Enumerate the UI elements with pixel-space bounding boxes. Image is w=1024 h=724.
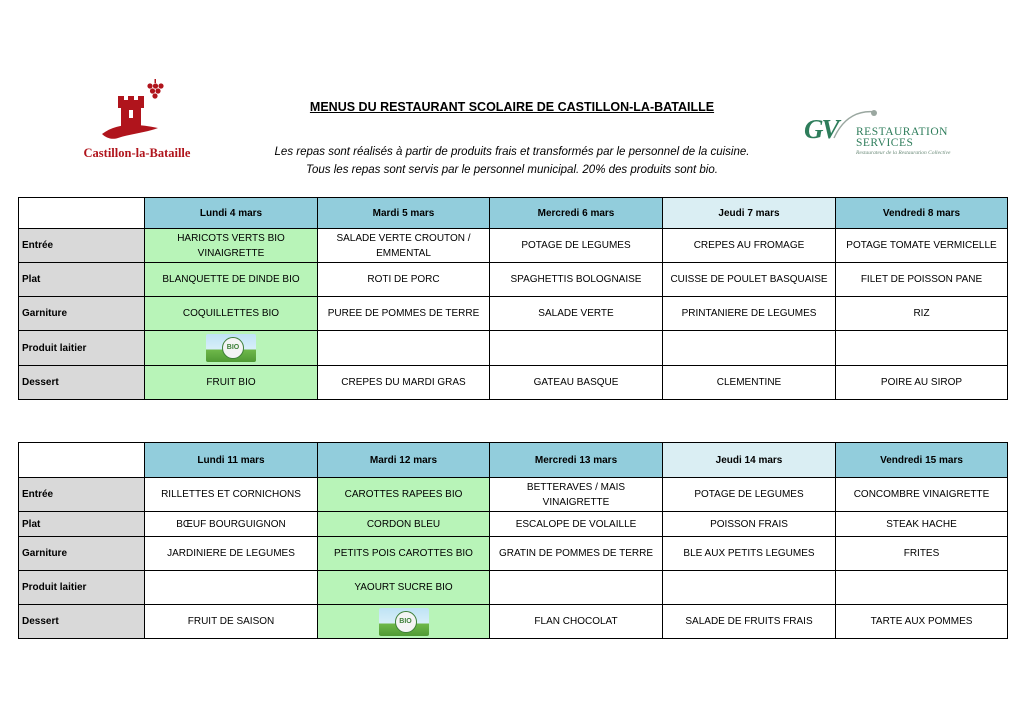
table-corner	[19, 443, 145, 478]
menu-cell: PETITS POIS CAROTTES BIO	[318, 537, 490, 571]
table-header-row	[19, 198, 1008, 229]
menu-cell: BLANQUETTE DE DINDE BIO	[145, 263, 318, 297]
gv-line-1: RESTAURATION	[856, 126, 948, 138]
menu-cell: PUREE DE POMMES DE TERRE	[318, 297, 490, 331]
town-name: Castillon-la-Bataille	[83, 146, 191, 160]
row-label: Produit laitier	[19, 331, 145, 366]
menu-cell: BLE AUX PETITS LEGUMES	[663, 537, 836, 571]
menu-cell: SPAGHETTIS BOLOGNAISE	[490, 263, 663, 297]
menu-cell	[490, 571, 663, 605]
menu-cell: TARTE AUX POMMES	[836, 605, 1008, 639]
gv-line-2: SERVICES	[856, 137, 914, 149]
menu-cell	[663, 571, 836, 605]
menu-cell: POTAGE TOMATE VERMICELLE	[836, 229, 1008, 263]
table-row	[19, 571, 1008, 605]
menu-cell	[836, 331, 1008, 366]
menu-cell: POISSON FRAIS	[663, 512, 836, 537]
table-row	[19, 478, 1008, 512]
bio-label-icon	[379, 608, 429, 636]
table-row	[19, 512, 1008, 537]
menu-cell: CAROTTES RAPEES BIO	[318, 478, 490, 512]
menu-cell: ESCALOPE DE VOLAILLE	[490, 512, 663, 537]
bio-cell	[145, 331, 318, 366]
table-row	[19, 297, 1008, 331]
menu-cell: CREPES AU FROMAGE	[663, 229, 836, 263]
day-header: Jeudi 14 mars	[663, 443, 836, 478]
menu-cell: FRUIT DE SAISON	[145, 605, 318, 639]
gv-tagline: Restaurateur de la Restauration Collective	[856, 150, 951, 156]
day-header: Mercredi 13 mars	[490, 443, 663, 478]
bio-seal: BIO	[222, 337, 244, 359]
day-header: Mardi 5 mars	[318, 198, 490, 229]
menu-cell	[663, 331, 836, 366]
menu-cell: FILET DE POISSON PANE	[836, 263, 1008, 297]
row-label: Entrée	[19, 478, 145, 512]
menu-cell	[145, 571, 318, 605]
menu-cell: CUISSE DE POULET BASQUAISE	[663, 263, 836, 297]
day-header: Mardi 12 mars	[318, 443, 490, 478]
menu-cell: JARDINIERE DE LEGUMES	[145, 537, 318, 571]
menu-table-week-1	[18, 197, 1008, 400]
bio-cell	[318, 605, 490, 639]
gv-restauration-logo	[800, 108, 970, 168]
bio-label-icon	[206, 334, 256, 362]
row-label: Garniture	[19, 297, 145, 331]
menu-cell: RIZ	[836, 297, 1008, 331]
bio-seal: BIO	[395, 611, 417, 633]
gv-monogram: GV	[804, 114, 838, 144]
menu-cell: HARICOTS VERTS BIO VINAIGRETTE	[145, 229, 318, 263]
day-header: Lundi 11 mars	[145, 443, 318, 478]
row-label: Plat	[19, 263, 145, 297]
row-label: Dessert	[19, 366, 145, 400]
menu-cell: CORDON BLEU	[318, 512, 490, 537]
subtitle-line-1: Les repas sont réalisés à partir de produits frais et transformés par le personnel de la cuisine.	[274, 146, 750, 158]
menu-cell: SALADE VERTE CROUTON / EMMENTAL	[318, 229, 490, 263]
day-header: Mercredi 6 mars	[490, 198, 663, 229]
menu-cell: CREPES DU MARDI GRAS	[318, 366, 490, 400]
menu-cell: FRUIT BIO	[145, 366, 318, 400]
row-label: Produit laitier	[19, 571, 145, 605]
page-title: MENUS DU RESTAURANT SCOLAIRE DE CASTILLON-LA-BATAILLE	[309, 100, 715, 114]
menu-cell: POTAGE DE LEGUMES	[490, 229, 663, 263]
row-label: Entrée	[19, 229, 145, 263]
menu-cell: YAOURT SUCRE BIO	[318, 571, 490, 605]
subtitle-line-2: Tous les repas sont servis par le personnel municipal. 20% des produits sont bio.	[306, 164, 718, 176]
menu-cell: GATEAU BASQUE	[490, 366, 663, 400]
menu-cell: ROTI DE PORC	[318, 263, 490, 297]
menu-cell: GRATIN DE POMMES DE TERRE	[490, 537, 663, 571]
menu-table-week-2	[18, 442, 1008, 639]
menu-cell: BETTERAVES / MAIS VINAIGRETTE	[490, 478, 663, 512]
day-header: Jeudi 7 mars	[663, 198, 836, 229]
menu-cell: COQUILLETTES BIO	[145, 297, 318, 331]
row-label: Plat	[19, 512, 145, 537]
menu-cell: PRINTANIERE DE LEGUMES	[663, 297, 836, 331]
row-label: Dessert	[19, 605, 145, 639]
menu-cell: RILLETTES ET CORNICHONS	[145, 478, 318, 512]
menu-cell: SALADE VERTE	[490, 297, 663, 331]
row-label: Garniture	[19, 537, 145, 571]
table-row	[19, 537, 1008, 571]
menu-cell	[836, 571, 1008, 605]
menu-cell: SALADE DE FRUITS FRAIS	[663, 605, 836, 639]
table-row	[19, 331, 1008, 366]
menu-cell: FRITES	[836, 537, 1008, 571]
table-row	[19, 366, 1008, 400]
menu-cell	[318, 331, 490, 366]
table-row	[19, 229, 1008, 263]
menu-cell	[490, 331, 663, 366]
table-row	[19, 263, 1008, 297]
table-header-row	[19, 443, 1008, 478]
menu-cell: CLEMENTINE	[663, 366, 836, 400]
day-header: Vendredi 15 mars	[836, 443, 1008, 478]
menu-cell: BŒUF BOURGUIGNON	[145, 512, 318, 537]
day-header: Vendredi 8 mars	[836, 198, 1008, 229]
menu-cell: POIRE AU SIROP	[836, 366, 1008, 400]
menu-cell: STEAK HACHE	[836, 512, 1008, 537]
menu-cell: FLAN CHOCOLAT	[490, 605, 663, 639]
menu-cell: CONCOMBRE VINAIGRETTE	[836, 478, 1008, 512]
table-corner	[19, 198, 145, 229]
day-header: Lundi 4 mars	[145, 198, 318, 229]
table-row	[19, 605, 1008, 639]
menu-cell: POTAGE DE LEGUMES	[663, 478, 836, 512]
